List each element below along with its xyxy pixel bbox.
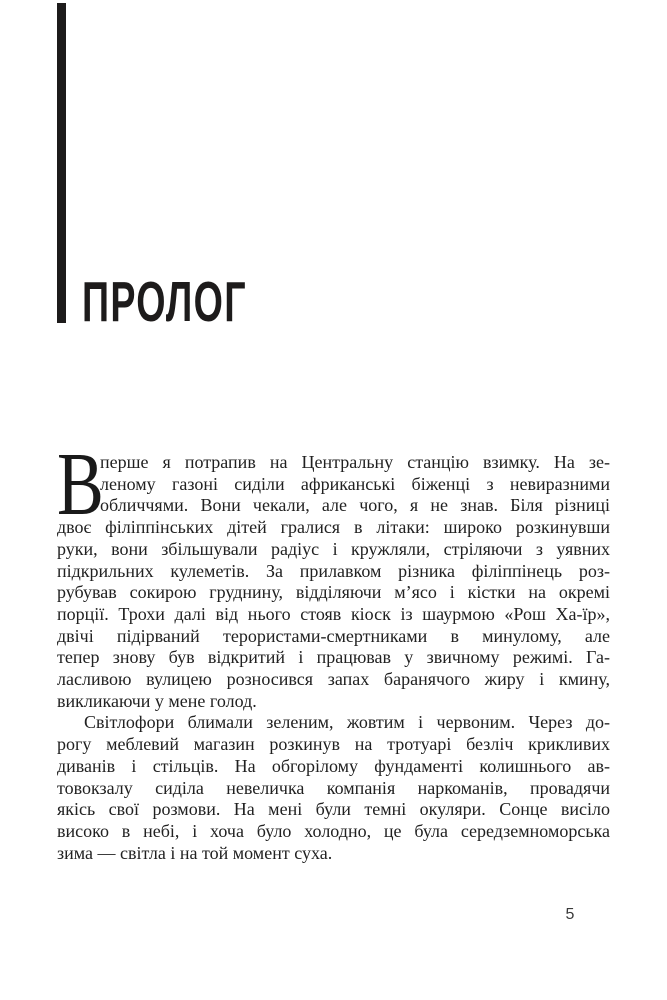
text-line: товокзалу сиділа невеличка компанія наркоманів, провадячи	[57, 777, 610, 798]
page-number: 5	[565, 906, 575, 923]
text-line: руки, вони збільшували радіус і кружляли, стріляючи з уявних	[57, 538, 610, 559]
text-line: зима — світла і на той момент суха.	[57, 842, 333, 863]
text-column	[57, 435, 610, 864]
text-line: обличчями. Вони чекали, але чого, я не знав. Біля різниці	[100, 495, 610, 516]
text-line: Світлофори блимали зеленим, жовтим і червоним. Через до-	[84, 712, 610, 733]
text-line: порції. Трохи далі від нього стояв кіоск із шаурмою «Рош Ха-їр»,	[57, 603, 610, 624]
drop-cap-letter: В	[57, 435, 104, 534]
text-line: ласливою вулицею розносився запах баранячого жиру і кмину,	[57, 669, 610, 690]
text-line: підкрильних кулеметів. За прилавком різника філіппінець роз-	[57, 560, 610, 581]
chapter-marker-bar	[57, 3, 66, 323]
text-line: двоє філіппінських дітей гралися в літаки: широко розкинувши	[57, 517, 610, 538]
text-line: викликаючи у мене голод.	[57, 690, 257, 711]
text-line: леному газоні сиділи африканські біженці з невиразними	[100, 473, 610, 494]
text-line: якісь свої розмови. На мені були темні окуляри. Сонце висіло	[57, 799, 610, 820]
text-line: перше я потрапив на Центральну станцію взимку. На зе-	[100, 452, 610, 472]
text-line: рогу меблевий магазин розкинув на тротуарі безліч крикливих	[57, 734, 610, 755]
text-line: рубував сокирою груднину, відділяючи м’ясо і кістки на окремі	[57, 582, 610, 603]
paragraph-2	[57, 712, 610, 864]
text-line: диванів і стільців. На обгорілому фундаменті колишнього ав-	[57, 755, 610, 776]
text-line: тепер знову був відкритий і працював у звичному режимі. Га-	[57, 647, 610, 668]
text-line: високо в небі, і хоча було холодно, це була середземноморська	[57, 820, 610, 841]
paragraph-1	[57, 435, 610, 712]
chapter-title: ПРОЛОГ	[82, 270, 247, 334]
text-line: двічі підірваний терористами-смертниками в минулому, але	[57, 625, 610, 646]
